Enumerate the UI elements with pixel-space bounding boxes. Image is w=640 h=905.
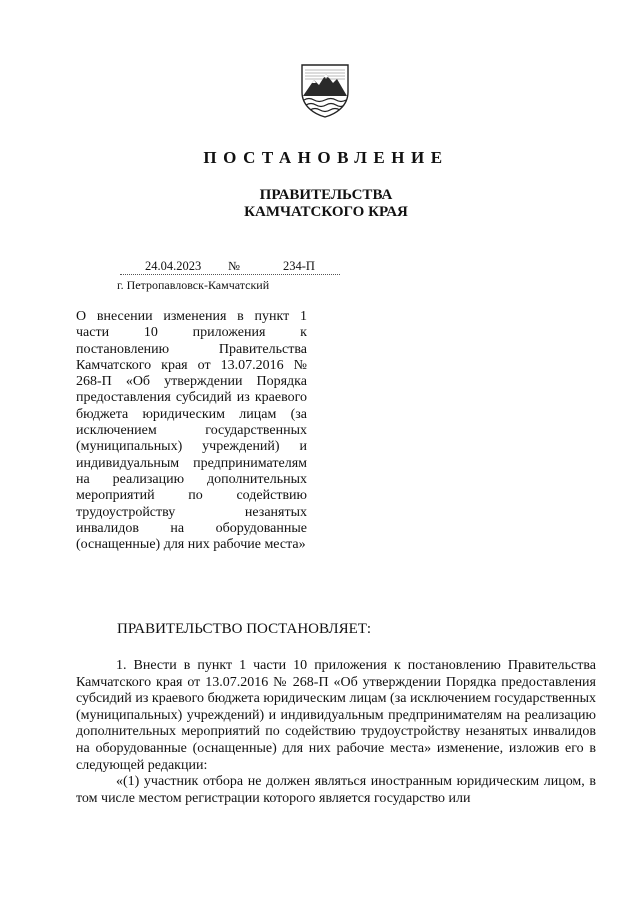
number-sign: № xyxy=(228,259,240,273)
body-paragraph: «(1) участник отбора не должен являться иностранным юридическим лицом, в том числе местом регистрации которого является государство или xyxy=(76,774,596,806)
issuer-line-1: ПРАВИТЕЛЬСТВА xyxy=(259,187,393,203)
place-of-issue: г. Петропавловск-Камчатский xyxy=(117,278,270,292)
coat-of-arms-icon xyxy=(300,62,350,118)
document-number: 234-П xyxy=(283,259,315,273)
issuer-line-2: КАМЧАТСКОГО КРАЯ xyxy=(244,204,408,220)
document-subject: О внесении изменения в пункт 1 части 10 приложения к постановлению Правительства Камчатского края от 13.07.2016 № 268-П «Об утверждении Порядка предоставления субсидий из краевого бюджета юридическим лицам (за исключением государственных (муниципальных) учреждений) и индивидуальным предпринимателям на реализацию дополнительных мероприятий по содействию трудоустройству незанятых инвалидов на оборудованные (оснащенные) для них рабочие места» xyxy=(76,309,307,553)
document-date: 24.04.2023 xyxy=(145,259,202,273)
decree-heading: ПРАВИТЕЛЬСТВО ПОСТАНОВЛЯЕТ: xyxy=(117,621,372,637)
document-title: ПОСТАНОВЛЕНИЕ xyxy=(203,148,449,167)
body-paragraph: 1. Внести в пункт 1 части 10 приложения к постановлению Правительства Камчатского края от 13.07.2016 № 268-П «Об утверждении Порядка предоставления субсидий из краевого бюджета юридическим лицам (за исключением государственных (муниципальных) учреждений) и индивидуальным предпринимателям на реализацию дополнительных мероприятий по содействию трудоустройству незанятых инвалидов на оборудованные (оснащенные) для них рабочие места» изменение, изложив его в следующей редакции: xyxy=(76,658,596,773)
document-body xyxy=(76,658,596,807)
dateline-underline xyxy=(120,274,340,275)
